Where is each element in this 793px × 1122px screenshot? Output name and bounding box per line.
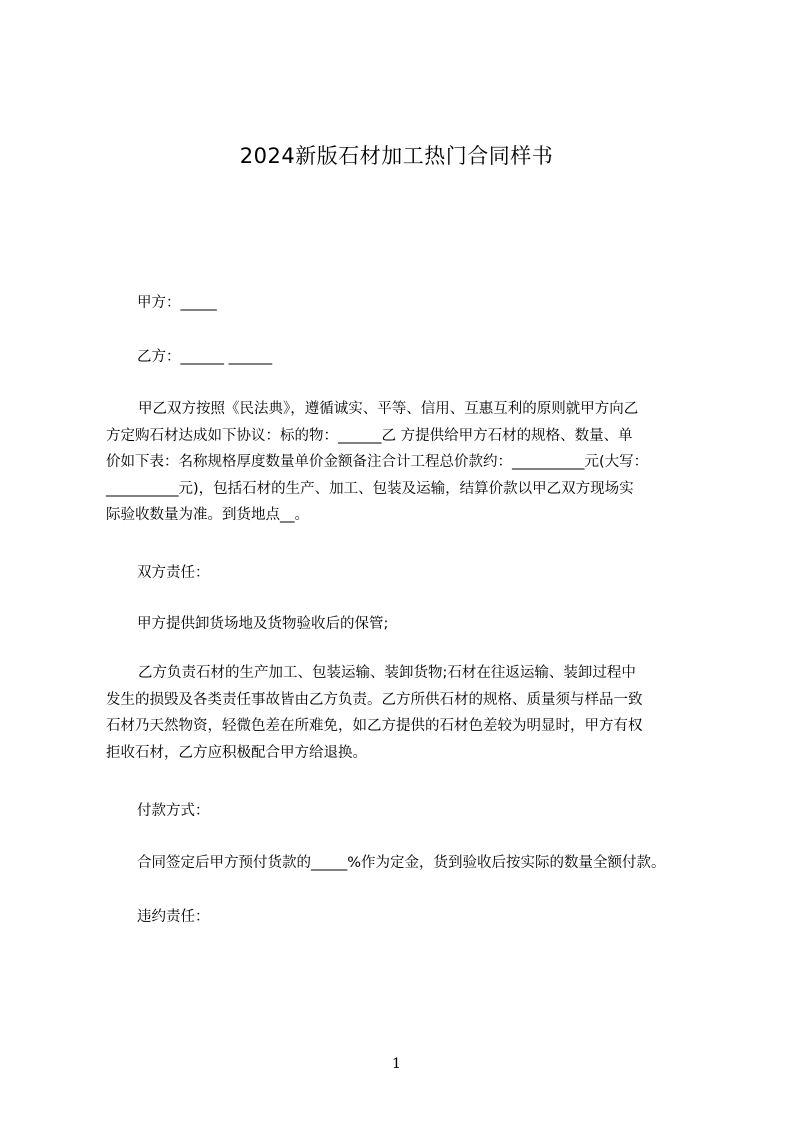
party-b-duty-line: 拒收石材，乙方应积极配合甲方给退换。 bbox=[106, 744, 367, 761]
party-b-duty-line: 石材乃天然物资，轻微色差在所难免，如乙方提供的石材色差较为明显时，甲方有权 bbox=[106, 718, 643, 734]
payment-heading: 付款方式： bbox=[137, 803, 210, 819]
party-b-duty-paragraph bbox=[106, 660, 706, 766]
responsibilities-heading: 双方责任： bbox=[137, 565, 210, 581]
breach-heading: 违约责任： bbox=[137, 909, 210, 925]
agreement-line: 际验收数量为准。到货地点__。 bbox=[106, 507, 309, 523]
agreement-paragraph bbox=[106, 396, 706, 529]
party-b-duty-line: 乙方负责石材的生产加工、包装运输、装卸货物;石材在往返运输、装卸过程中 bbox=[138, 665, 636, 681]
party-a-line: 甲方：_____ bbox=[137, 295, 217, 311]
payment-text: 合同签定后甲方预付货款的_____%作为定金，货到验收后按实际的数量全额付款。 bbox=[137, 855, 666, 871]
party-b-line: 乙方：______ ______ bbox=[137, 349, 273, 365]
agreement-line: __________元)，包括石材的生产、加工、包装及运输，结算价款以甲乙双方现场实 bbox=[106, 480, 634, 497]
agreement-line: 价如下表：名称规格厚度数量单价金额备注合计工程总价款约：__________元(大写： bbox=[106, 454, 649, 470]
document-title: 2024新版石材加工热门合同样书 bbox=[239, 144, 554, 168]
party-a-duty: 甲方提供卸货场地及货物验收后的保管; bbox=[137, 616, 389, 632]
party-b-duty-line: 发生的损毁及各类责任事故皆由乙方负责。乙方所供石材的规格、质量须与样品一致 bbox=[106, 691, 643, 708]
page-number: 1 bbox=[392, 1056, 401, 1072]
agreement-line: 方定购石材达成如下协议：标的物：______乙 方提供给甲方石材的规格、数量、单 bbox=[106, 427, 633, 444]
agreement-line: 甲乙双方按照《民法典》，遵循诚实、平等、信用、互惠互利的原则就甲方向乙 bbox=[138, 401, 639, 417]
